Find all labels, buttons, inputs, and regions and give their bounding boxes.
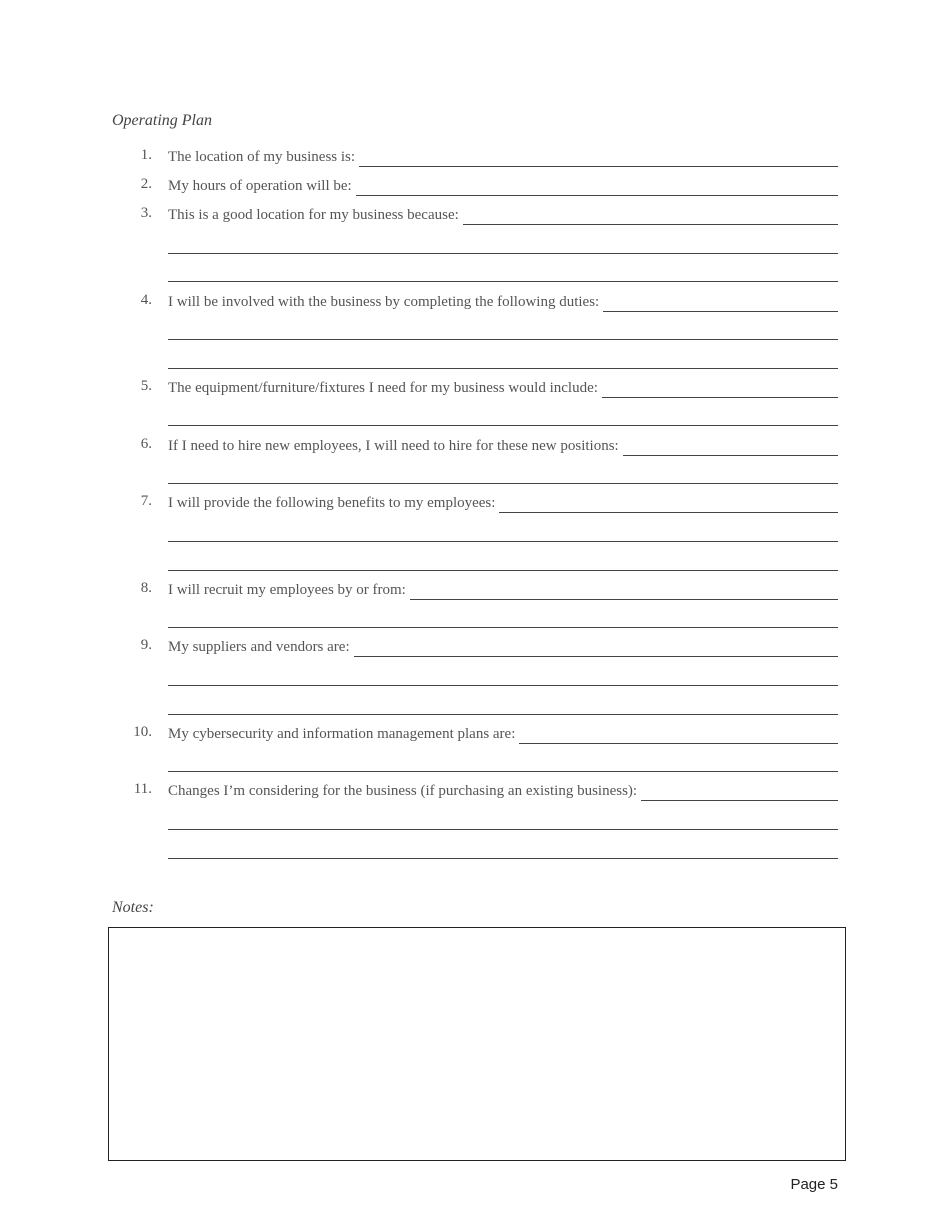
answer-line[interactable] xyxy=(168,339,838,340)
answer-line[interactable] xyxy=(168,685,838,686)
question-number: 7. xyxy=(140,493,152,509)
section-title: Operating Plan xyxy=(112,112,212,129)
question-row-3 xyxy=(0,203,950,227)
question-number: 6. xyxy=(140,436,152,452)
notes-title: Notes: xyxy=(112,899,154,916)
answer-line[interactable] xyxy=(603,291,838,312)
answer-line[interactable] xyxy=(602,377,838,398)
answer-line[interactable] xyxy=(168,858,838,859)
question-number: 1. xyxy=(140,147,152,163)
answer-line[interactable] xyxy=(359,146,838,167)
answer-line[interactable] xyxy=(410,579,838,600)
question-row-10 xyxy=(0,722,950,746)
answer-line[interactable] xyxy=(168,829,838,830)
question-row-2 xyxy=(0,174,950,198)
answer-line[interactable] xyxy=(168,714,838,715)
answer-line[interactable] xyxy=(499,492,838,513)
answer-line[interactable] xyxy=(463,204,838,225)
answer-line[interactable] xyxy=(168,281,838,282)
answer-line[interactable] xyxy=(641,780,838,801)
question-number: 8. xyxy=(140,580,152,596)
question-label: I will recruit my employees by or from: xyxy=(168,582,406,598)
question-label: This is a good location for my business because: xyxy=(168,207,459,223)
answer-line[interactable] xyxy=(168,541,838,542)
notes-box[interactable] xyxy=(108,927,846,1161)
question-number: 3. xyxy=(140,205,152,221)
question-number: 5. xyxy=(140,378,152,394)
question-label: I will provide the following benefits to my employees: xyxy=(168,495,496,511)
question-number: 10. xyxy=(133,724,152,740)
question-number: 9. xyxy=(140,637,152,653)
answer-line[interactable] xyxy=(168,425,838,426)
question-number: 11. xyxy=(133,781,152,797)
answer-line[interactable] xyxy=(168,570,838,571)
question-label: I will be involved with the business by completing the following duties: xyxy=(168,294,600,310)
question-number: 4. xyxy=(140,292,152,308)
question-label: If I need to hire new employees, I will need to hire for these new positions: xyxy=(168,438,619,454)
answer-line[interactable] xyxy=(519,723,838,744)
question-row-1 xyxy=(0,145,950,169)
answer-line[interactable] xyxy=(168,253,838,254)
answer-line[interactable] xyxy=(168,627,838,628)
question-row-5 xyxy=(0,376,950,400)
answer-line[interactable] xyxy=(168,483,838,484)
answer-line[interactable] xyxy=(623,435,838,456)
question-row-4 xyxy=(0,290,950,314)
question-label: Changes I’m considering for the business (if purchasing an existing business): xyxy=(168,783,638,799)
answer-line[interactable] xyxy=(356,175,838,196)
question-label: My suppliers and vendors are: xyxy=(168,639,350,655)
question-row-6 xyxy=(0,434,950,458)
answer-line[interactable] xyxy=(168,771,838,772)
question-label: The equipment/furniture/fixtures I need for my business would include: xyxy=(168,380,598,396)
question-row-7 xyxy=(0,491,950,515)
question-row-8 xyxy=(0,578,950,602)
question-row-9 xyxy=(0,635,950,659)
answer-line[interactable] xyxy=(354,636,838,657)
question-number: 2. xyxy=(140,176,152,192)
question-label: The location of my business is: xyxy=(168,149,356,165)
answer-line[interactable] xyxy=(168,368,838,369)
question-label: My hours of operation will be: xyxy=(168,178,352,194)
question-label: My cybersecurity and information management plans are: xyxy=(168,726,516,742)
question-row-11 xyxy=(0,779,950,803)
page-number: Page 5 xyxy=(790,1176,838,1193)
